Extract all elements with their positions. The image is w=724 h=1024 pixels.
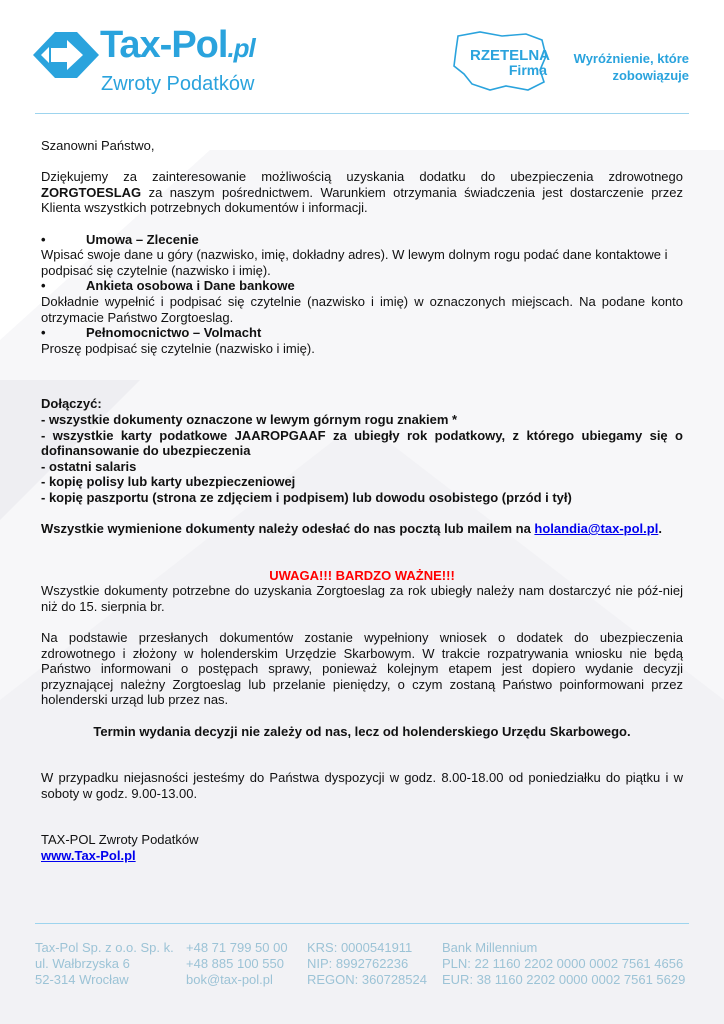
attachments-list — [41, 396, 683, 505]
list-item: • Ankieta osobowa i Dane bankowe — [41, 278, 295, 294]
list-item: - kopię polisy lub karty ubezpieczeniowej — [41, 474, 296, 490]
list-item: - wszystkie karty podatkowe JAAROPGAAF za ubiegły rok podatkowy, z którego ubiegamy się o dofinansowanie do ubezpieczenia — [41, 427, 683, 459]
footer-company: Tax-Pol Sp. z o.o. Sp. k. ul. Wałbrzyska 6 52-314 Wrocław — [35, 940, 174, 987]
list-item: • Pełnomocnictwo – Volmacht — [41, 325, 262, 341]
list-item: - kopię paszportu (strona ze zdjęciem i podpisem) lub dowodu osobistego (przód i tył) — [41, 489, 572, 505]
letter-body — [41, 138, 683, 864]
footer-contact: +48 71 799 50 00 +48 885 100 550 bok@tax-pol.pl — [186, 940, 288, 987]
company-name: Tax-Pol.pl — [100, 24, 255, 66]
contact-hours: W przypadku niejasności jesteśmy do Państwa dyspozycji w godz. 8.00-18.00 od poniedziałku do piątku i w soboty w godz. 9.00-13.00. — [41, 770, 683, 801]
badge-slogan: Wyróżnienie, które zobowiązuje — [573, 51, 689, 83]
company-tagline: Zwroty Podatków — [101, 73, 255, 95]
footer-bank: Bank Millennium PLN: 22 1160 2202 0000 0002 7561 4656 EUR: 38 1160 2202 0000 0002 7561 5629 — [442, 940, 686, 987]
process-paragraph: Na podstawie przesłanych dokumentów zostanie wypełniony wniosek o dodatek do ubezpieczenia zdrowotnego i złożony w holenderskim Urzędzie Skarbowym. W trakcie rozpatrywania wniosku nie będą Państwo informowani o postępach sprawy, ponieważ kolejnym etapem jest dopiero wydanie decyzji przyznającej należny Zorgtoeslag lub przelanie pieniędzy, o czym zostaną Państwo poinformowani przez holenderski urząd lub przez nas. — [41, 630, 683, 708]
signature-name: TAX-POL Zwroty Podatków — [41, 832, 199, 848]
intro-paragraph: Dziękujemy za zainteresowanie możliwością uzyskania dodatku do ubezpieczenia zdrowotnego ZORGTOESLAG za naszym pośrednictwem. Warunkiem otrzymania świadczenia jest dostarczenie przez Klienta wszystkich potrzebnych dokumentów i informacji. — [41, 169, 683, 216]
website-link[interactable]: www.Tax-Pol.pl — [41, 847, 136, 863]
reliable-company-badge: RZETELNA Firma — [470, 47, 550, 78]
warning-text: Wszystkie dokumenty potrzebne do uzyskania Zorgtoeslag za rok ubiegły należy nam dostarczyć nie póź-niej niż do 15. sierpnia br. — [41, 583, 683, 614]
warning-title: UWAGA!!! BARDZO WAŻNE!!! — [269, 567, 455, 583]
list-item: • Umowa – Zlecenie — [41, 231, 199, 247]
term-notice: Termin wydania decyzji nie zależy od nas, lecz od holenderskiego Urzędu Skarbowego. — [93, 723, 631, 739]
email-link[interactable]: holandia@tax-pol.pl — [534, 521, 659, 537]
document-list — [41, 232, 683, 357]
send-instructions: Wszystkie wymienione dokumenty należy odesłać do nas pocztą lub mailem na holandia@tax-pol.pl. — [41, 521, 662, 537]
footer-registry: KRS: 0000541911 NIP: 8992762236 REGON: 360728524 — [307, 940, 427, 987]
document-description: Proszę podpisać się czytelnie (nazwisko i imię). — [41, 340, 315, 356]
document-description: Wpisać swoje dane u góry (nazwisko, imię, dokładny adres). W lewym dolnym rogu podać dane kontaktowe i podpisać się czytelnie (nazwisko i imię). — [41, 247, 668, 278]
greeting: Szanowni Państwo, — [41, 138, 155, 153]
document-description: Dokładnie wypełnić i podpisać się czytelnie (nazwisko i imię) w oznaczonych miejscach. Na podane konto otrzymacie Państwo Zorgtoeslag. — [41, 293, 683, 325]
list-item: - ostatni salaris — [41, 458, 137, 474]
footer-divider — [35, 923, 689, 924]
letterhead — [0, 0, 724, 115]
tax-pol-logo-icon — [33, 30, 99, 80]
attachments-heading: Dołączyć: — [41, 396, 102, 412]
list-item: - wszystkie dokumenty oznaczone w lewym górnym rogu znakiem * — [41, 411, 458, 427]
header-divider — [35, 113, 689, 114]
